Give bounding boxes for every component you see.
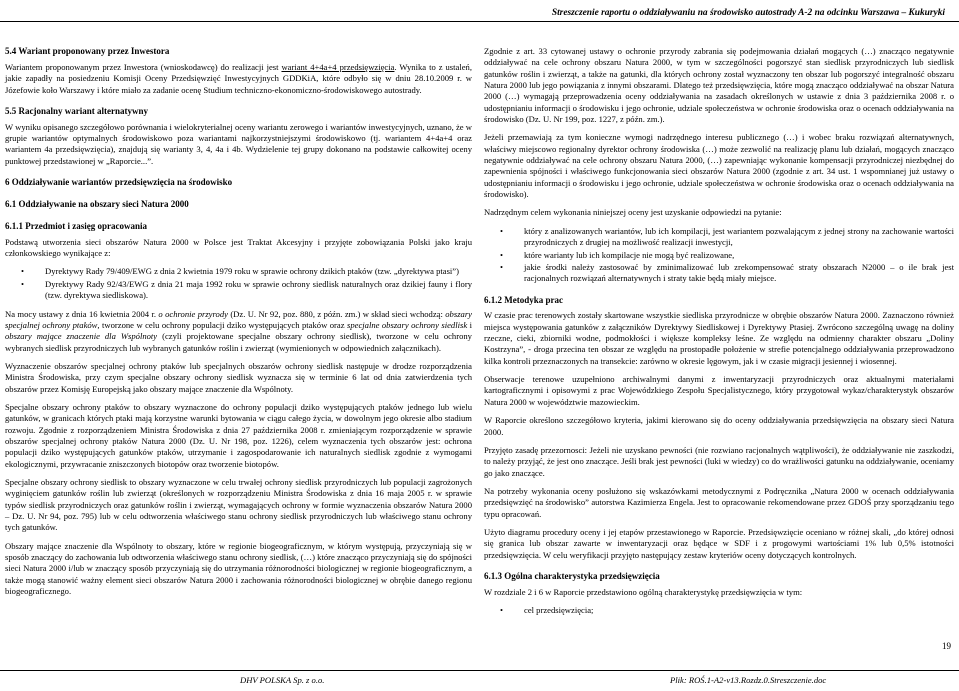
paragraph-spa: Specjalne obszary ochrony ptaków to obszary wyznaczone do ochrony populacji dziko występujących ptaków jednego lub wielu gatunków, w granicach których ptaki mają korzystne warunki bytowania w ciągu całego życia, w dowolnym jego okresie albo stadium rozwoju. Zgodnie z rozporządzeniem Ministra Środowiska z dnia 27 października 2008 r. zmieniającym rozporządzenie w sprawie obszarów specjalnej ochrony ptaków Natura 2000 (Dz. U. Nr 198, poz. 1226), celem wyznaczenia tych obszarów jest: ochrona populacji dziko występujących gatunków ptaków, utrzymanie i zagospodarowanie ich naturalnych siedlisk zgodnie z wymogami ekologicznymi, przywracanie zniszczonych biotopów oraz tworzenie biotopów.: [5, 401, 472, 469]
directive-list: [5, 266, 472, 301]
paragraph-wyznaczenie: Wyznaczenie obszarów specjalnej ochrony ptaków lub specjalnych obszarów ochrony siedlisk następuje w drodze rozporządzenia Ministra Środowiska, przy czym specjalne obszary ochrony siedlisk wyznacza się w terminie 6 lat od dnia zatwierdzenia tych obszarów przez Komisję Europejską jako obszary mające znaczenie dla Wspólnoty.: [5, 360, 472, 394]
list-item: • cel przedsięwzięcia;: [484, 605, 954, 616]
paragraph-sci: Obszary mające znaczenie dla Wspólnoty to obszary, które w regionie biogeograficznym, w którym występują, przyczyniają się w sposób znaczący do zachowania lub odtworzenia właściwego stanu ochrony siedlisk, (…) które znacząco przyczyniają się do spójności sieci Natura 2000 i/lub w znaczący sposób przyczyniają się do utrzymania różnorodności biologicznej w regionie biogeograficznym, a także mogą stanowić ważny element sieci obszarów Natura 2000 i zachowania różnorodności biologicznej w obrębie danego regionu biogeograficznego.: [5, 540, 472, 597]
paragraph-natura-basis: Podstawą utworzenia sieci obszarów Natura 2000 w Polsce jest Traktat Akcesyjny i przyjęte zobowiązania Polski jako kraju członkowskiego wynikające z:: [5, 236, 472, 259]
paragraph-art33: Zgodnie z art. 33 cytowanej ustawy o ochronie przyrody zabrania się podejmowania działań mogących (…) znacząco negatywnie oddziaływać na cele ochrony obszaru Natura 2000, w tym w szczególności pogorszyć stan siedlisk przyrodniczych lub siedlisk gatunków roślin i zwierząt, a także na gatunki, dla których ochrony został wyznaczony ten obszar lub pogorszyć integralność obszaru Natura 2000 lub jego powiązania z innymi obszarami. Dlatego też przedsięwzięcia, które mogą znacząco oddziaływać na obszar Natura 2000 (…) wymagają przeprowadzenia oceny oddziaływania na zasadach określonych w ustawie z dnia 3 października 2008 r. o udostępnianiu informacji o środowisku i jego ochronie, udziale społeczeństwa w ochronie środowiska oraz o ocenach oddziaływania na środowisko (Dz. U. Nr 199, poz. 1227, z późn. zm.).: [484, 46, 954, 125]
heading-6-1: 6.1 Oddziaływanie na obszary sieci Natura 2000: [5, 199, 189, 210]
paragraph-sac: Specjalne obszary ochrony siedlisk to obszary wyznaczone w celu trwałej ochrony siedlisk przyrodniczych lub populacji zagrożonych wyginięciem gatunków roślin lub zwierząt (określonych w rozporządzeniu Ministra Środowiska z dnia 16 maja 2005 r. w sprawie typów siedlisk przyrodniczych oraz gatunków roślin i zwierząt, wymagających ochrony w formie wyznaczenia obszarów Natura 2000 – Dz. U. Nr 94, poz. 795) lub w celu odtworzenia właściwego stanu ochrony siedlisk przyrodniczych lub właściwego stanu ochrony tych gatunków.: [5, 476, 472, 533]
list-item: • które warianty lub ich kompilacje nie mogą być realizowane,: [484, 250, 954, 261]
right-column: [484, 46, 954, 624]
paragraph-5-4: Wariantem proponowanym przez Inwestora (wnioskodawcę) do realizacji jest wariant 4+4a+4 przedsięwzięcia. Wynika to z ustaleń, jakie zapadły na posiedzeniu Komisji Oceny Przedsięwzięć Inwestycyjnych GDDKiA, które odbyło się w dniu 28.10.2009 r. w Józefowie koło Warszawy i które miało za zadanie ocenę Studium techniczno-ekonomiczno-środowiskowego autostrady.: [5, 61, 472, 95]
paragraph-ustawa: Na mocy ustawy z dnia 16 kwietnia 2004 r. o ochronie przyrody (Dz. U. Nr 92, poz. 880, z późn. zm.) w skład sieci wchodzą: obszary specjalnej ochrony ptaków, tworzone w celu ochrony populacji dziko występujących ptaków oraz specjalne obszary ochrony siedlisk i obszary mające znaczenie dla Wspólnoty (czyli projektowane specjalne obszary ochrony siedlisk), tworzone w celu ochrony wybranych siedlisk przyrodniczych lub wybranych gatunków roślin i zwierząt (wymienionych w odpowiednich załącznikach).: [5, 308, 472, 353]
variant-underlined: wariant 4+4a+4 przedsięwzięcia: [281, 61, 395, 72]
heading-6-1-3: 6.1.3 Ogólna charakterystyka przedsięwzięcia: [484, 570, 660, 581]
heading-6-1-1: 6.1.1 Przedmiot i zasięg opracowania: [5, 220, 147, 231]
heading-6-1-2: 6.1.2 Metodyka prac: [484, 294, 563, 305]
footer-company: DHV POLSKA Sp. z o.o.: [240, 675, 325, 685]
footer-rule: [0, 670, 959, 671]
running-header: Streszczenie raportu o oddziaływaniu na środowisko autostrady A-2 na odcinku Warszawa – Kukuryki: [551, 8, 945, 18]
paragraph-method-5: Na potrzeby wykonania oceny posłużono się wskazówkami metodycznymi z Podręcznika „Natura 2000 w ocenach oddziaływania przedsięwzięć na środowisko” autorstwa Kazimierza Engela. Jest to opracowanie rekomendowane przez GDOŚ przy sporządzaniu tego typu opracowań.: [484, 485, 954, 519]
paragraph-method-4: Przyjęto zasadę przezornosci: Jeżeli nie uzyskano pewności (nie rozwiano racjonalnych wątpliwości), że oddziaływanie nie zaszkodzi, to należy przyjąć, że jest ono znaczące. Jeśli brak jest pewności (luki w wiedzy) co do wrażliwości gatunku na oddziaływanie, oceniamy go jako znaczące.: [484, 444, 954, 478]
paragraph-method-1: W czasie prac terenowych zostały skartowane wszystkie siedliska przyrodnicze w obrębie obszarów Natura 2000. Zaznaczono również miejsca występowania gatunków z załączników Dyrektywy Siedliskowej i Dyrektywy Ptasiej. Zwrócono szczególną uwagę na doliny rzeczne, cieki, zbiorniki wodne, podmokłości i większe kompleksy leśne. Ze względu na odmienny charakter obszaru „Doliny Kostrzyna”, - droga przecina ten obszar ze względu na prostopadłe położenie w strefie potencjalnego oddziaływania przeprowadzono kilka kontroli przeznaczonych na transekcie: zarówno w okresie lęgowym, jak i w czasie migracji jesiennej i wiosennej.: [484, 310, 954, 366]
heading-5-5: 5.5 Racjonalny wariant alternatywny: [5, 105, 148, 116]
page-number: 19: [942, 641, 951, 651]
paragraph-method-2: Obserwacje terenowe uzupełniono archiwalnymi danymi z inwentaryzacji przyrodniczych oraz aktualnymi materiałami kartograficznymi i opisowymi z prac Wojewódzkiego Zespołu Specjalistycznego, który przygotował wykaz/charakterystyk obszarów Natura 2000 w województwie mazowieckim.: [484, 374, 954, 407]
left-column: [5, 46, 472, 604]
header-rule: [0, 21, 959, 22]
paragraph-main-goal: Nadrzędnym celem wykonania niniejszej oceny jest uzyskanie odpowiedzi na pytanie:: [484, 207, 782, 218]
paragraph-method-6: Użyto diagramu procedury oceny i jej etapów przestawionego w Raporcie. Przedsięwzięcie oceniano w różnej skali, „do której odnosi się granica lub obszar zawarte w inwentaryzacji oraz będące w SDF i z progowymi wartościami 1% lub 0,5% istotności przedsięwzięcia. W celu weryfikacji przyjęto następujący zestaw kryteriów oceny dotyczących kontrolnych.: [484, 526, 954, 560]
list-item: • jakie środki należy zastosować by zminimalizować lub zrekompensować straty obszarach N2000 – o ile brak jest racjonalnych rozwiązań alternatywnych i straty takie będą miały miejsce.: [484, 262, 954, 285]
paragraph-method-3: W Raporcie określono szczegółowo kryteria, jakimi kierowano się do oceny oddziaływania przedsięwzięcia na obszary sieci Natura 2000.: [484, 415, 954, 437]
question-list: [484, 226, 954, 285]
paragraph-compensation: Jeżeli przemawiają za tym konieczne wymogi nadrzędnego interesu publicznego (…) i wobec braku rozwiązań alternatywnych, właściwy miejscowo regionalny dyrektor ochrony środowiska (…) może zezwolić na realizację planu lub działań, mogących znacząco negatywnie oddziaływać na cele ochrony obszaru Natura 2000, (…) zapewniając wykonanie kompensacji przyrodniczej niezbędnej do zapewnienia spójności i właściwego funkcjonowania sieci obszarów Natura 2000 (zgodnie z art. 34 ust. 1 wspomnianej już ustawy o udostępnianiu informacji o środowisku i jego ochronie, udziale społeczeństwa w ochronie środowiska oraz o ocenach oddziaływania na środowisko).: [484, 132, 954, 200]
footer-filename: Plik: ROŚ.1-A2-v13.Rozdz.0.Streszczenie.doc: [670, 675, 827, 685]
heading-6: 6 Oddziaływanie wariantów przedsięwzięcia na środowisko: [5, 177, 233, 188]
list-item: • Dyrektywy Rady 79/409/EWG z dnia 2 kwietnia 1979 roku w sprawie ochrony dzikich ptaków (tzw. „dyrektywa ptasi”): [5, 266, 472, 277]
list-item: • który z analizowanych wariantów, lub ich kompilacji, jest wariantem pozwalającym z jednej strony na zachowanie wartości przyrodniczych z drugiej na możliwość realizacji inwestycji,: [484, 226, 954, 249]
list-item: • Dyrektywy Rady 92/43/EWG z dnia 21 maja 1992 roku w sprawie ochrony siedlisk naturalnych oraz dzikiej fauny i flory (tzw. dyrektywa siedliskowa).: [5, 279, 472, 302]
paragraph-general: W rozdziale 2 i 6 w Raporcie przedstawiono ogólną charakterystykę przedsięwzięcia w tym:: [484, 586, 803, 597]
general-list: [484, 605, 954, 616]
paragraph-5-5: W wyniku opisanego szczegółowo porównania i wielokryterialnej oceny wariantu zerowego i wariantów inwestycyjnych, uznano, że w grupie wariantów optymalnych środowiskowo poza wariantami najkorzystniejszymi środowiskowo (tj. wariantem 4+4a+4 oraz wariantem 4a przedsięwzięcia), znajdują się warianty 3, 4, 4a i 4b. Wydzielenie tej grupy dokonano na podstawie całkowitej oceny punktowej przedstawionej w „Raporcie...”.: [5, 121, 472, 166]
heading-5-4: 5.4 Wariant proponowany przez Inwestora: [5, 46, 170, 56]
